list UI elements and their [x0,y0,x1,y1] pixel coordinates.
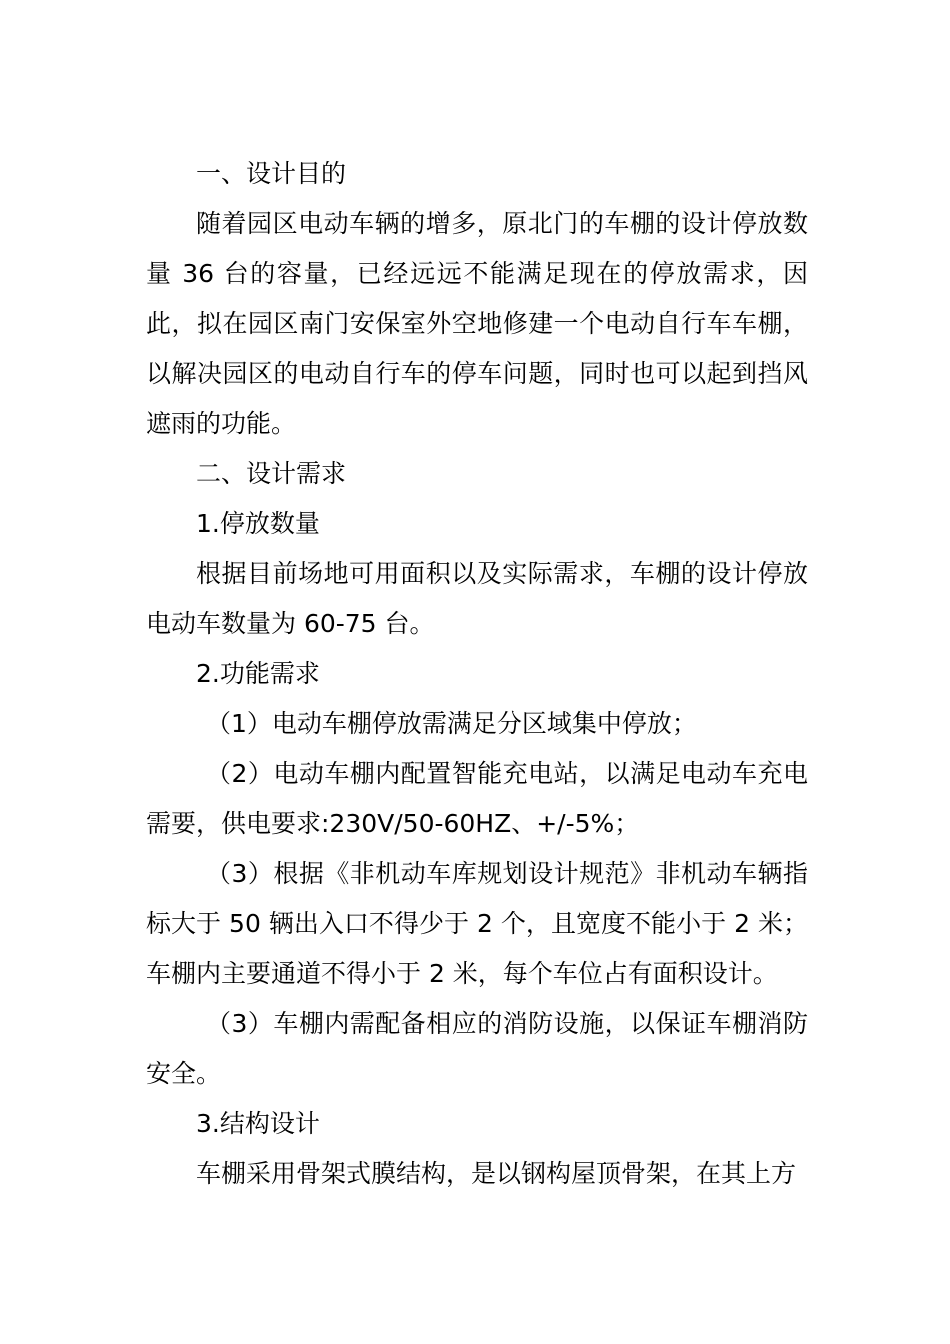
paragraph-background: 随着园区电动车辆的增多，原北门的车棚的设计停放数量 36 台的容量，已经远远不能满足现在的停放需求，因此，拟在园区南门安保室外空地修建一个电动自行车车棚，以解决园区的电动自行车的停车问题，同时也可以起到挡风遮雨的功能。 [146,209,808,438]
section-heading-design-requirements: 二、设计需求 [196,459,347,488]
section-heading-design-purpose: 一、设计目的 [196,159,347,188]
paragraph-parking-quantity: 根据目前场地可用面积以及实际需求，车棚的设计停放电动车数量为 60-75 台。 [146,559,808,638]
subheading-function-requirements: 2.功能需求 [196,659,320,688]
list-item-entrance-spec: （3）根据《非机动车库规划设计规范》非机动车辆指标大于 50 辆出入口不得少于 2 个，且宽度不能小于 2 米；车棚内主要通道不得小于 2 米，每个车位占有面积设计。 [146,859,808,988]
list-item-fire-safety: （3）车棚内需配备相应的消防设施，以保证车棚消防安全。 [146,1009,808,1088]
subheading-parking-quantity: 1.停放数量 [196,509,320,538]
paragraph-structure-design: 车棚采用骨架式膜结构，是以钢构屋顶骨架，在其上方 [196,1159,797,1188]
subheading-structure-design: 3.结构设计 [196,1109,320,1138]
list-item-charging-station: （2）电动车棚内配置智能充电站，以满足电动车充电需要，供电要求:230V/50-60HZ、+/-5%； [146,759,808,838]
document-page [146,149,808,1199]
list-item-zoned-parking: （1）电动车棚停放需满足分区域集中停放； [206,709,697,738]
